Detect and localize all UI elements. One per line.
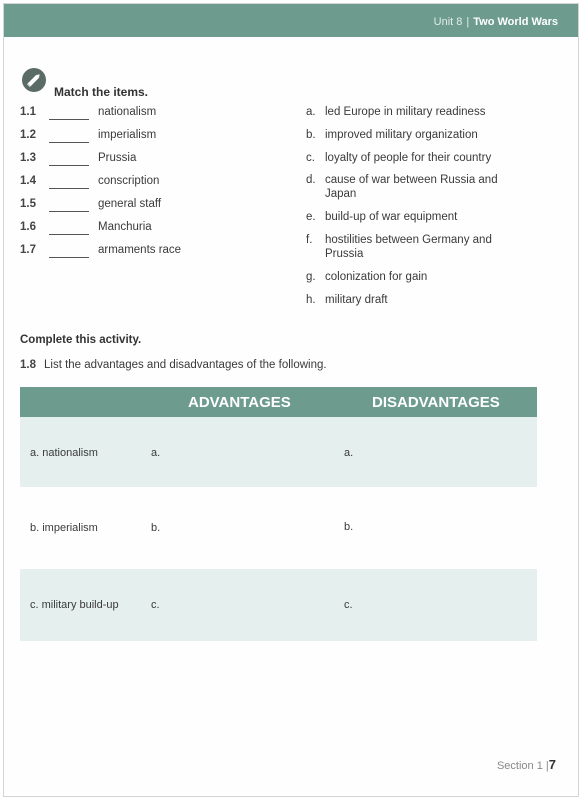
option-letter: a. [306, 106, 316, 118]
activity-heading: Complete this activity. [20, 334, 142, 346]
item-term: general staff [98, 198, 162, 210]
answer-blank[interactable] [49, 119, 89, 120]
item-number: 1.4 [20, 175, 36, 187]
option-letter: h. [306, 294, 316, 306]
option-letter: f. [306, 234, 313, 246]
table-row [20, 417, 537, 487]
option-letter: e. [306, 211, 316, 223]
option-text: led Europe in military readiness [325, 106, 486, 118]
option-text: build-up of war equipment [325, 211, 458, 223]
item-term: conscription [98, 175, 160, 187]
answer-blank[interactable] [49, 257, 89, 258]
item-number: 1.3 [20, 152, 36, 164]
disadvantages-column-header: DISADVANTAGES [372, 394, 500, 411]
option-text: military draft [325, 294, 388, 306]
option-letter: b. [306, 129, 316, 141]
answer-blank[interactable] [49, 142, 89, 143]
option-text: improved military organization [325, 129, 478, 141]
option-letter: c. [306, 152, 315, 164]
item-term: armaments race [98, 244, 182, 256]
option-letter: d. [306, 174, 316, 186]
item-term: Manchuria [98, 221, 152, 233]
matching-heading: Match the items. [54, 85, 149, 99]
workbook-page [3, 3, 579, 797]
pencil-icon [22, 68, 46, 92]
option-text: cause of war between Russia and Japan [325, 174, 498, 200]
row-label: b. imperialism [30, 522, 98, 534]
header-separator: | [466, 16, 470, 28]
advantage-answer-cell[interactable]: c. [151, 599, 160, 611]
disadvantage-answer-cell[interactable]: c. [344, 599, 353, 611]
disadvantage-answer-cell[interactable]: a. [344, 447, 354, 459]
unit-label: Unit 8 [433, 16, 463, 28]
disadvantage-answer-cell[interactable]: b. [344, 521, 354, 533]
item-term: imperialism [98, 129, 157, 141]
item-term: nationalism [98, 106, 157, 118]
row-label: a. nationalism [30, 447, 98, 459]
item-number: 1.2 [20, 129, 36, 141]
page-number: 7 [548, 757, 556, 772]
table-row [20, 487, 537, 569]
item-number: 1.1 [20, 106, 36, 118]
advantage-answer-cell[interactable]: a. [151, 447, 161, 459]
section-label: Section 1 [496, 760, 543, 772]
instruction-text: List the advantages and disadvantages of the following. [44, 359, 327, 371]
page-footer [497, 757, 556, 772]
table-header [20, 387, 537, 417]
answer-blank[interactable] [49, 234, 89, 235]
option-letter: g. [306, 271, 316, 283]
activity-number: 1.8 [20, 359, 36, 371]
table-row [20, 569, 537, 641]
footer-separator: | [545, 760, 549, 772]
item-term: Prussia [98, 152, 137, 164]
option-text: colonization for gain [325, 271, 428, 283]
advantages-column-header: ADVANTAGES [188, 394, 291, 411]
advantage-answer-cell[interactable]: b. [151, 522, 161, 534]
unit-title: Two World Wars [473, 16, 558, 28]
option-text: hostilities between Germany and Prussia [325, 234, 492, 260]
answer-blank[interactable] [49, 211, 89, 212]
page-header [4, 4, 578, 37]
item-number: 1.7 [20, 244, 36, 256]
advantages-table [20, 387, 537, 641]
answer-blank[interactable] [49, 188, 89, 189]
option-text: loyalty of people for their country [325, 152, 492, 164]
row-label: c. military build-up [30, 599, 119, 611]
activity-instruction [20, 359, 327, 371]
item-number: 1.6 [20, 221, 36, 233]
item-number: 1.5 [20, 198, 36, 210]
answer-blank[interactable] [49, 165, 89, 166]
